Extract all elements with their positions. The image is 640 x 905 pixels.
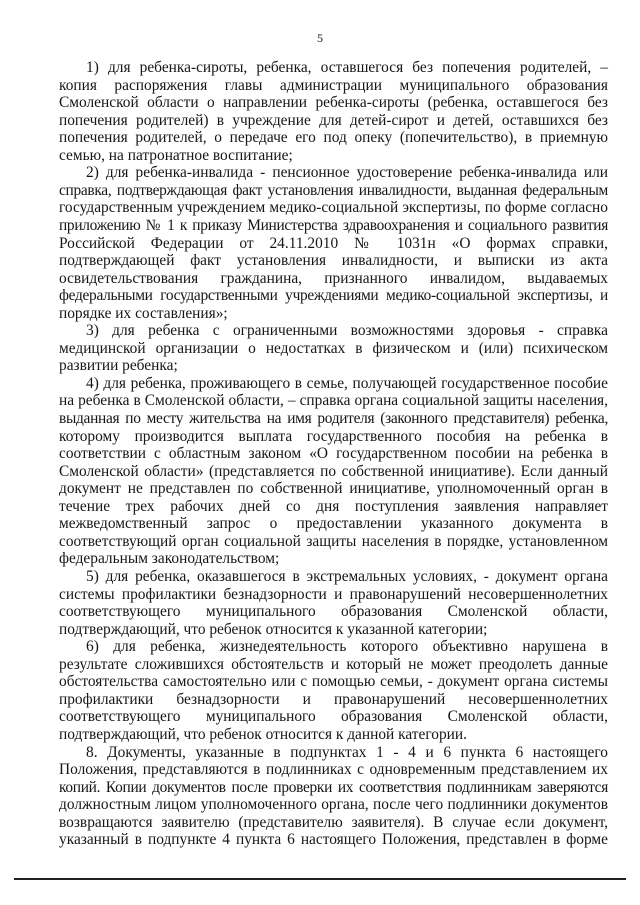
text-line: межведомственный запрос о предоставлении указанного документа в [59, 515, 608, 533]
text-line: Смоленской области о направлении ребенка-сироты (ребенка, оставшегося без [59, 94, 608, 112]
text-line: подтверждающий, что ребенок относится к данной категории. [59, 725, 467, 743]
text-line: результате сложившихся обстоятельств и который не может преодолеть данные [59, 655, 608, 673]
text-line: семью, на патронатное воспитание; [59, 146, 293, 164]
text-line: соответствующий орган социальной защиты населения в порядке, установленном [59, 532, 608, 550]
text-line: медицинской организации о недостатках в физическом и (или) психическом [59, 339, 608, 357]
text-line: порядке их составления»; [59, 304, 228, 322]
page-number: 5 [317, 31, 323, 45]
text-line: 8. Документы, указанные в подпунктах 1 - 4 и 6 пункта 6 настоящего [86, 743, 608, 761]
text-line: 2) для ребенка-инвалида - пенсионное удостоверение ребенка-инвалида или [86, 164, 608, 182]
text-line: выданная по месту жительства на имя родителя (законного представителя) ребенка, [59, 410, 608, 427]
text-line: федеральными государственными учреждениями медико-социальной экспертизы, и [59, 287, 608, 305]
text-line: которому производится выплата государственного пособия на ребенка в [59, 427, 608, 445]
text-line: 3) для ребенка с ограниченными возможностями здоровья - справка [86, 322, 608, 340]
text-line: государственным учреждением медико-социальной экспертизы, по форме согласно [59, 199, 608, 217]
text-line: копия распоряжения главы администрации муниципального образования [59, 76, 608, 94]
text-line: на ребенка в Смоленской области, – справка органа социальной защиты населения, [59, 392, 608, 410]
text-line: федеральным законодательством; [59, 550, 280, 568]
footer-rule [14, 878, 626, 880]
text-line: справка, подтверждающая факт установления инвалидности, выданная федеральным [59, 181, 608, 199]
text-line: 4) для ребенка, проживающего в семье, получающей государственное пособие [86, 374, 608, 392]
text-line: приложению № 1 к приказу Министерства здравоохранения и социального развития [59, 217, 608, 234]
text-line: подтверждающий, что ребенок относится к указанной категории; [59, 620, 488, 638]
text-line: соответствующего муниципального образования Смоленской области, [59, 603, 608, 621]
text-line: соответствии с областным законом «О государственном пособии на ребенка в [59, 445, 608, 463]
text-line: документ не представлен по собственной инициативе, уполномоченный орган в [59, 480, 608, 498]
text-line: копий. Копии документов после проверки их соответствия подлинникам заверяются [59, 778, 608, 796]
text-line: освидетельствования гражданина, признанного инвалидом, выдаваемых [59, 269, 608, 287]
text-line: соответствующего муниципального образования Смоленской области, [59, 708, 608, 726]
text-line: 5) для ребенка, оказавшегося в экстремальных условиях, - документ органа [86, 568, 608, 585]
text-line: 6) для ребенка, жизнедеятельность которого объективно нарушена в [86, 638, 608, 656]
text-line: попечения родителей) в учреждение для детей-сирот и детей, оставшихся без [59, 111, 608, 129]
text-line: Положения, представляются в подлинниках с одновременным представлением их [59, 761, 608, 778]
text-line: Смоленской области» (представляется по собственной инициативе). Если данный [59, 462, 608, 480]
text-line: Российской Федерации от 24.11.2010 № 1031н «О формах справки, [59, 234, 608, 252]
text-line: возвращаются заявителю (представителю заявителя). В случае если документ, [59, 813, 608, 831]
text-line: указанный в подпункте 4 пункта 6 настоящего Положения, представлен в форме [59, 831, 608, 849]
text-line: 1) для ребенка-сироты, ребенка, оставшегося без попечения родителей, – [86, 59, 608, 76]
text-line: системы профилактики безнадзорности и правонарушений несовершеннолетних [59, 585, 608, 603]
text-line: развитии ребенка; [59, 357, 178, 375]
text-line: обстоятельства самостоятельно или с помощью семьи, - документ органа системы [59, 673, 608, 691]
text-line: профилактики безнадзорности и правонарушений несовершеннолетних [59, 690, 608, 708]
text-line: подтверждающей факт установления инвалидности, и выписки из акта [59, 252, 608, 270]
text-line: течение трех рабочих дней со дня поступления заявления направляет [59, 497, 608, 515]
text-line: попечения родителей, о передаче его под опеку (попечительство), в приемную [59, 129, 608, 147]
text-line: должностным лицом уполномоченного органа, после чего подлинники документов [59, 796, 608, 814]
